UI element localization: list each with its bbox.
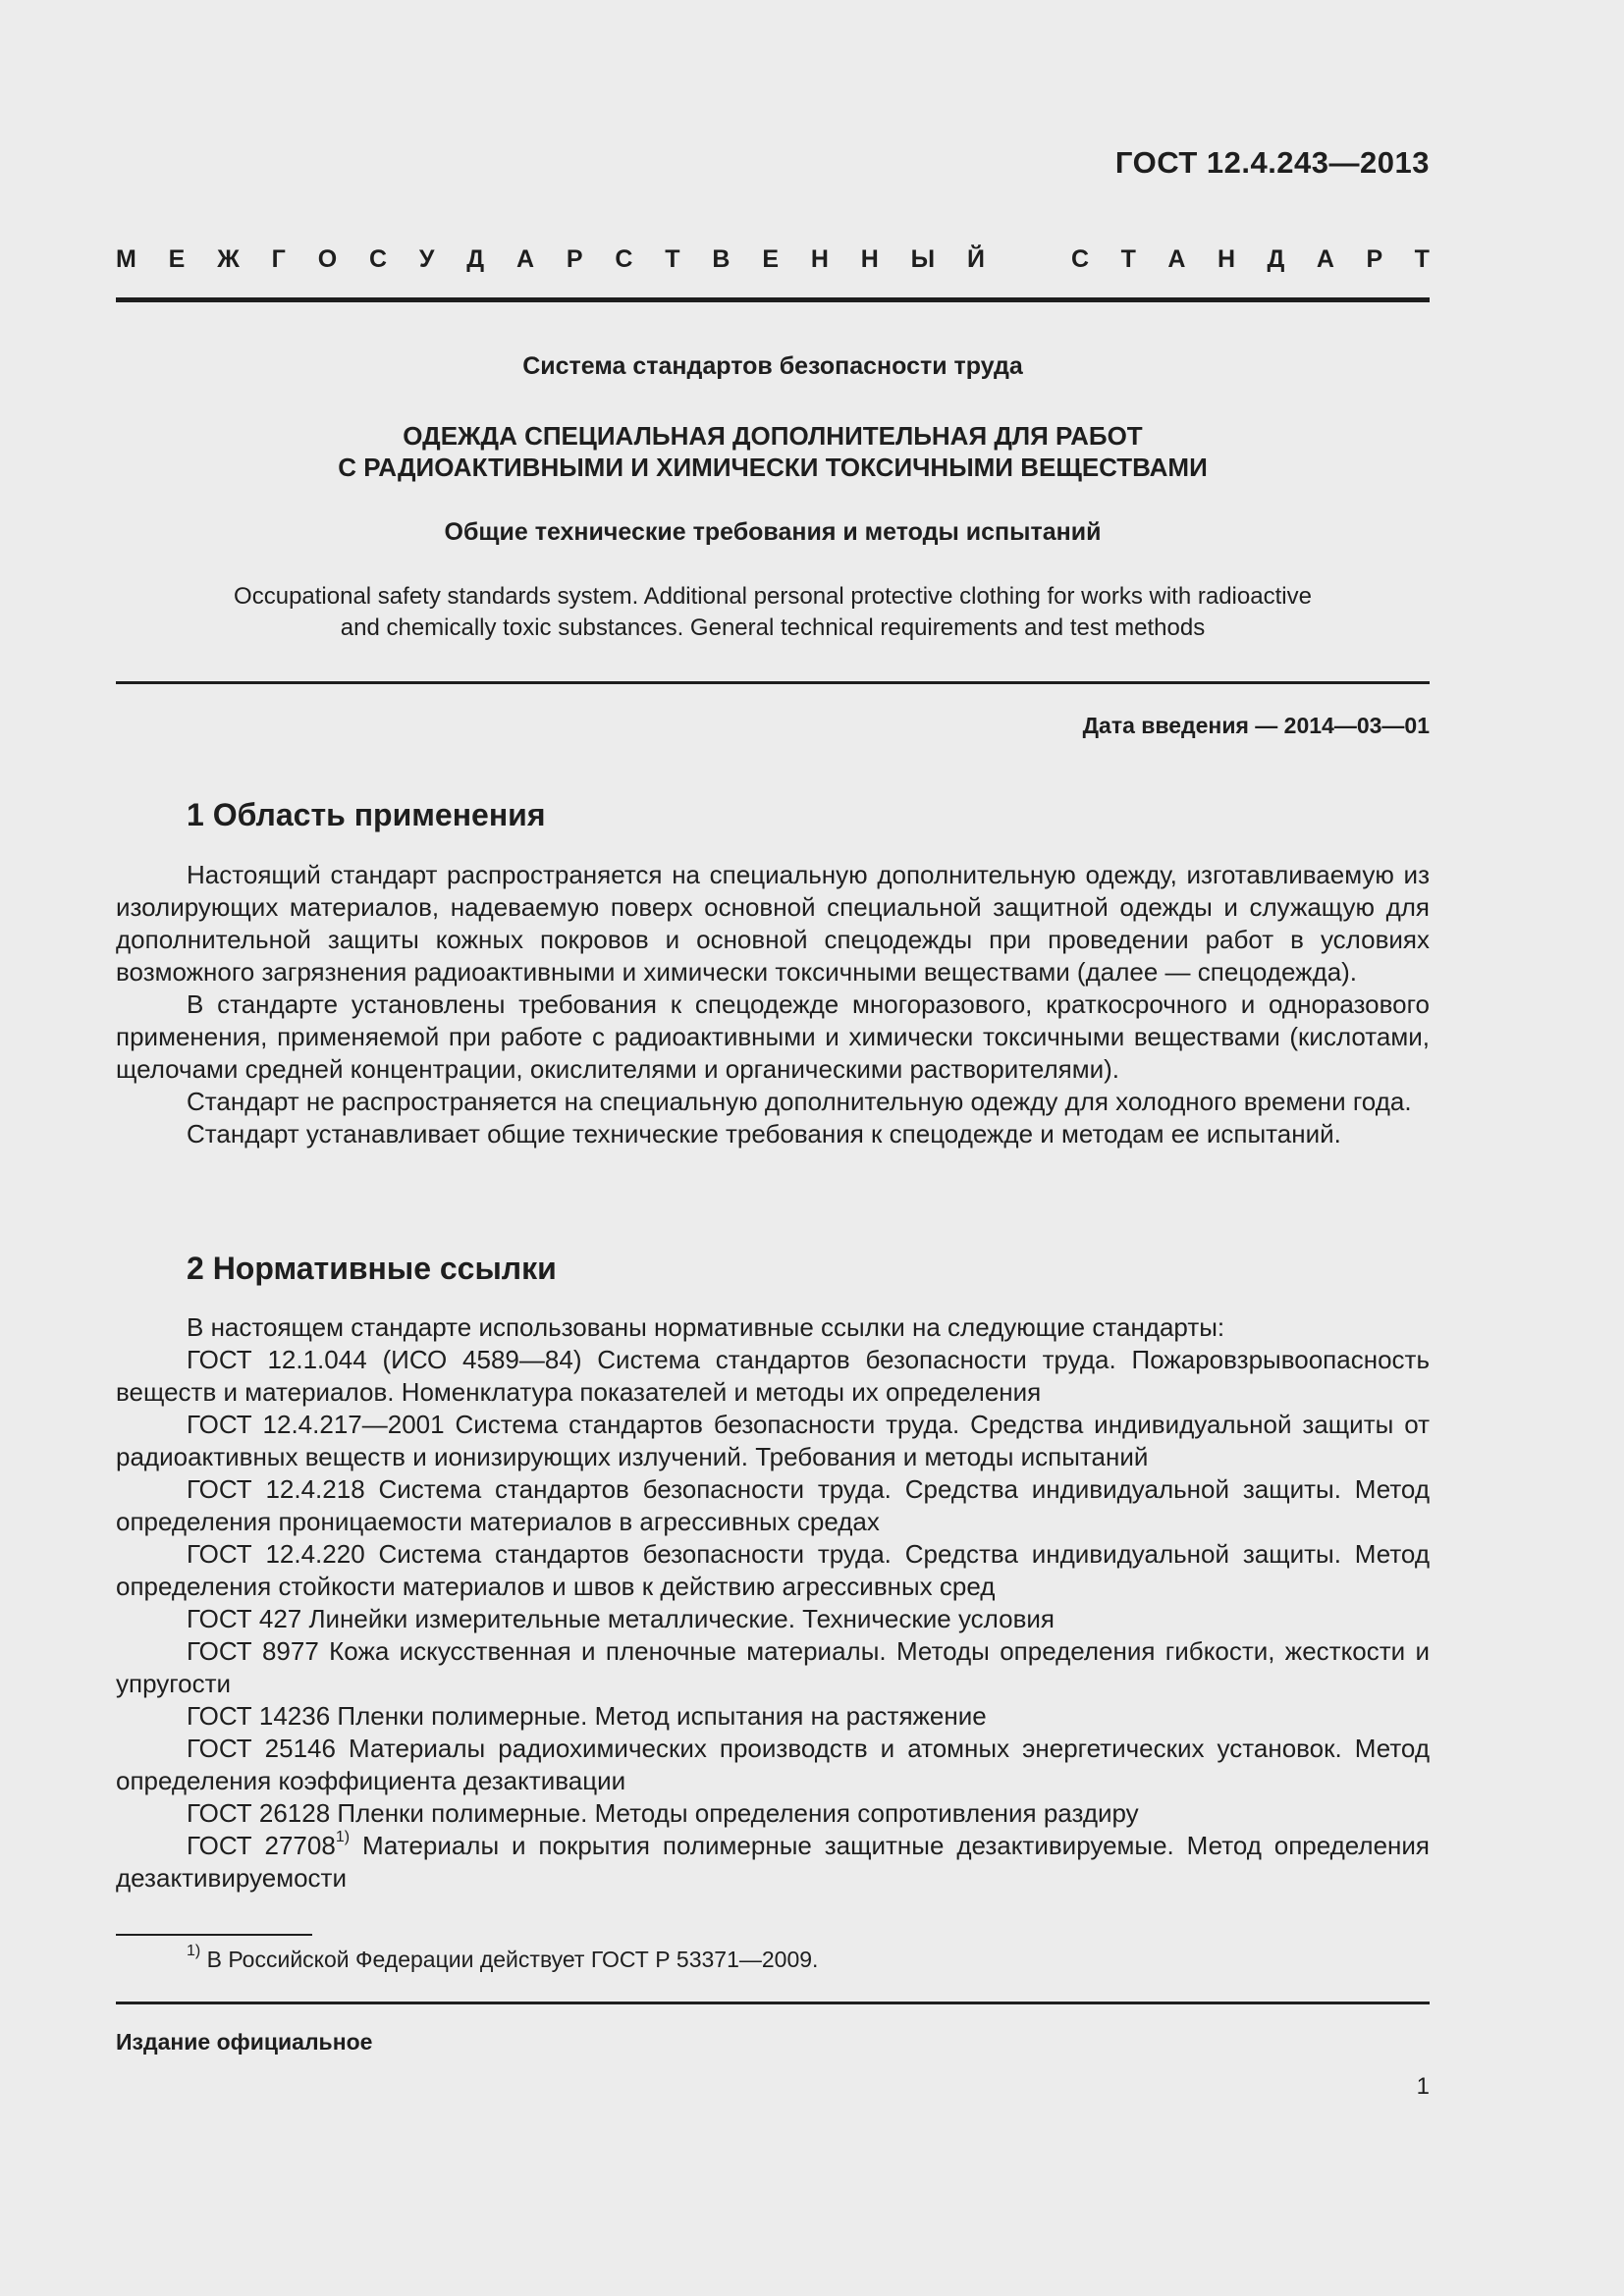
section-1-paragraph: Стандарт не распространяется на специальную дополнительную одежду для холодного времени года. (187, 1087, 1412, 1116)
reference-item: ГОСТ 12.4.220 Система стандартов безопасности труда. Средства индивидуальной защиты. Метод определения стойкости материалов и швов к действию агрессивных сред (116, 1539, 1430, 1601)
heading-letter: Н (860, 245, 879, 273)
section-1-heading: 1 Область применения (187, 797, 546, 832)
main-title (116, 420, 1430, 483)
heading-letter: Т (665, 245, 680, 273)
section-2-body (116, 1311, 1430, 1895)
section-1-paragraph: В стандарте установлены требования к спецодежде многоразового, краткосрочного и одноразового применения, применяемой при работе с радиоактивными и химически токсичными веществами (кислотами, щелочами средней концентрации, окислителями и органическими растворителями). (116, 989, 1430, 1084)
reference-text: Материалы и покрытия полимерные защитные дезактивируемые. Метод определения дезактивируемости (116, 1831, 1430, 1893)
heading-letter: У (418, 245, 435, 273)
interstate-word (116, 245, 985, 274)
references-intro: В настоящем стандарте использованы нормативные ссылки на следующие стандарты: (187, 1312, 1225, 1342)
heading-letter: Н (1217, 245, 1236, 273)
system-title: Система стандартов безопасности труда (522, 352, 1023, 380)
interstate-standard-heading (116, 245, 1430, 274)
heading-letter: Ы (910, 245, 936, 273)
heading-letter: Д (466, 245, 485, 273)
reference-item: ГОСТ 25146 Материалы радиохимических производств и атомных энергетических установок. Метод определения коэффициента дезактивации (116, 1734, 1430, 1795)
page-number: 1 (1416, 2073, 1430, 2100)
footnote (187, 1943, 819, 1973)
official-edition-label: Издание официальное (116, 2029, 373, 2055)
heading-letter: В (712, 245, 731, 273)
footnote-separator (116, 1934, 312, 1936)
footnote-marker: 1) (335, 1829, 351, 1846)
heading-letter: О (317, 245, 338, 273)
main-title-line-1: ОДЕЖДА СПЕЦИАЛЬНАЯ ДОПОЛНИТЕЛЬНАЯ ДЛЯ РАБОТ (403, 421, 1143, 451)
standard-number: ГОСТ 12.4.243—2013 (1114, 145, 1430, 180)
heading-letter: Й (967, 245, 985, 273)
section-2-heading: 2 Нормативные ссылки (187, 1251, 557, 1286)
reference-item: ГОСТ 12.4.218 Система стандартов безопасности труда. Средства индивидуальной защиты. Метод определения проницаемости материалов в агрессивных средах (116, 1474, 1430, 1536)
heading-letter: Р (1366, 245, 1383, 273)
english-title-line-1: Occupational safety standards system. Additional personal protective clothing for works with radioactive (234, 583, 1312, 610)
heading-letter: Е (762, 245, 780, 273)
section-1-body (116, 859, 1430, 1150)
heading-letter: А (515, 245, 535, 273)
heading-letter: А (1316, 245, 1334, 273)
title-rule (116, 681, 1430, 684)
heading-letter: Д (1267, 245, 1285, 273)
heading-letter: А (1167, 245, 1186, 273)
heading-letter: Е (168, 245, 186, 273)
heading-letter: Г (271, 245, 286, 273)
reference-item: ГОСТ 26128 Пленки полимерные. Методы определения сопротивления раздиру (187, 1798, 1139, 1828)
heading-letter: М (116, 245, 136, 273)
english-title (116, 581, 1430, 644)
reference-item: ГОСТ 12.4.217—2001 Система стандартов безопасности труда. Средства индивидуальной защиты от радиоактивных веществ и ионизирующих излучений. Требования и методы испытаний (116, 1410, 1430, 1471)
heading-letter: Н (810, 245, 829, 273)
footnote-mark: 1) (187, 1943, 201, 1960)
footer-rule (116, 2002, 1430, 2004)
heading-letter: Т (1414, 245, 1430, 273)
heading-letter: Ж (217, 245, 240, 273)
footnote-text: В Российской Федерации действует ГОСТ Р 53371—2009. (200, 1947, 819, 1972)
main-title-line-2: С РАДИОАКТИВНЫМИ И ХИМИЧЕСКИ ТОКСИЧНЫМИ ВЕЩЕСТВАМИ (338, 453, 1208, 482)
introduction-date: Дата введения — 2014—03—01 (1082, 713, 1430, 738)
english-title-line-2: and chemically toxic substances. General technical requirements and test methods (340, 614, 1206, 641)
reference-item: ГОСТ 12.1.044 (ИСО 4589—84) Система стандартов безопасности труда. Пожаровзрывоопасность веществ и материалов. Номенклатура показателей и методы их определения (116, 1345, 1430, 1407)
heading-letter: Р (566, 245, 583, 273)
heading-letter: Т (1120, 245, 1136, 273)
section-1-paragraph: Стандарт устанавливает общие технические требования к спецодежде и методам ее испытаний. (187, 1119, 1341, 1148)
reference-item: ГОСТ 14236 Пленки полимерные. Метод испытания на растяжение (187, 1701, 987, 1731)
reference-item: ГОСТ 427 Линейки измерительные металлические. Технические условия (187, 1604, 1055, 1633)
heading-letter: С (1071, 245, 1090, 273)
reference-item: ГОСТ 8977 Кожа искусственная и пленочные материалы. Методы определения гибкости, жесткости и упругости (116, 1636, 1430, 1698)
reference-code: ГОСТ 27708 (187, 1831, 336, 1860)
heading-letter: С (615, 245, 633, 273)
header-rule (116, 297, 1430, 302)
standard-word (1071, 245, 1430, 274)
reference-item-footnoted (116, 1830, 1430, 1895)
subtitle: Общие технические требования и методы испытаний (444, 518, 1102, 546)
section-1-paragraph: Настоящий стандарт распространяется на специальную дополнительную одежду, изготавливаемую из изолирующих материалов, надеваемую поверх основной специальной защитной одежды и служащую для дополнительной защиты кожных покровов и основной спецодежды при проведении работ в условиях возможного загрязнения радиоактивными и химически токсичными веществами (далее — спецодежда). (116, 860, 1430, 987)
heading-letter: С (368, 245, 388, 273)
